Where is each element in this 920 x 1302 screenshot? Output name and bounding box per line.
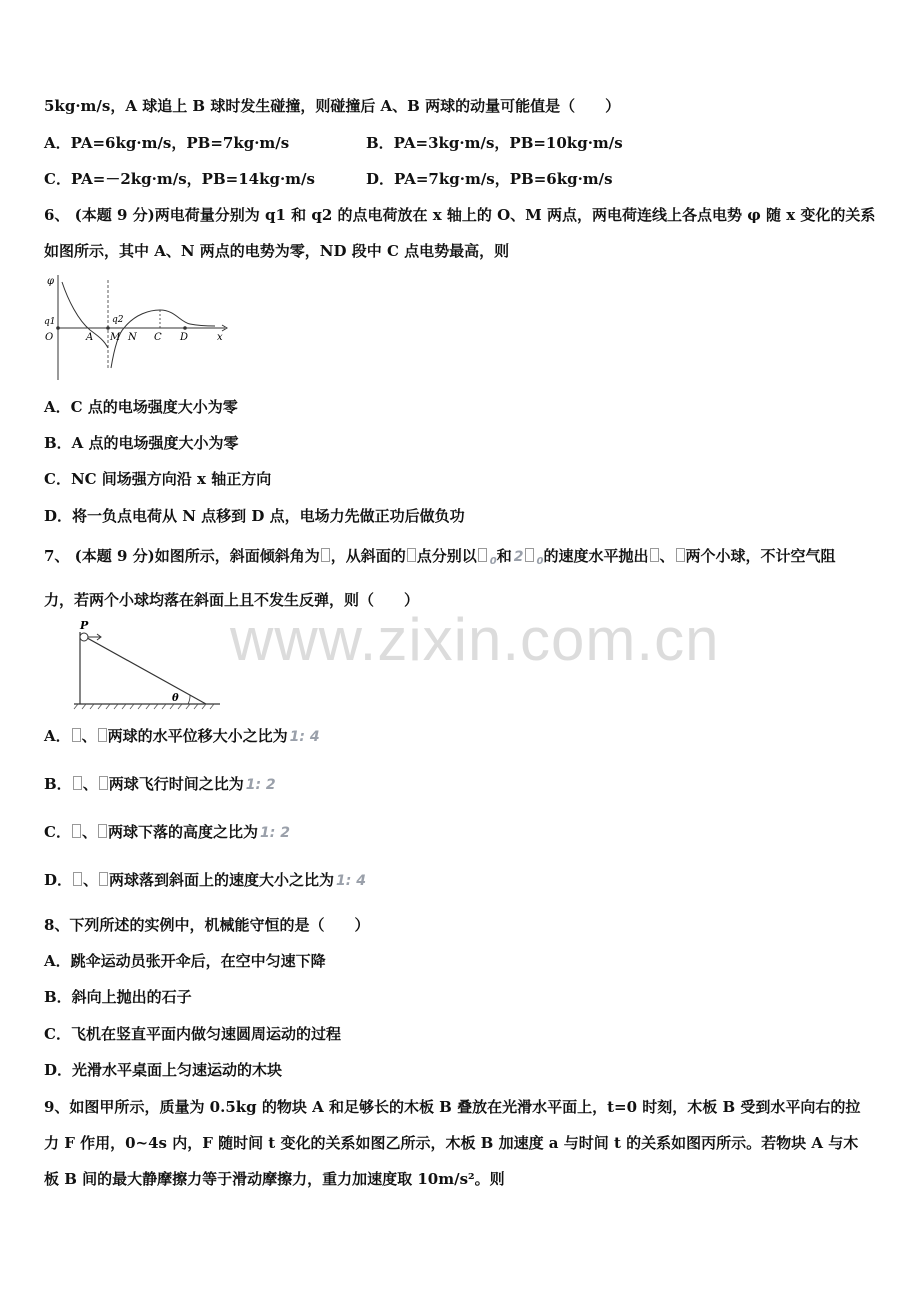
graph-m-label: M bbox=[110, 332, 121, 343]
q8-stem: 8、下列所述的实例中，机械能守恒的是（ ） bbox=[44, 916, 370, 934]
q6-option-b: B．A 点的电场强度大小为零 bbox=[44, 434, 239, 452]
graph-phi-label: φ bbox=[47, 276, 55, 287]
q9-line2: 力 F 作用，0~4s 内，F 随时间 t 变化的关系如图乙所示，木板 B 加速度 a 与时间 t 的关系如图丙所示。若物块 A 与木 bbox=[44, 1134, 859, 1152]
figure-p-label: P bbox=[80, 619, 89, 632]
q6-option-d: D．将一负点电荷从 N 点移到 D 点，电场力先做正功后做负功 bbox=[44, 507, 465, 525]
q9-line1: 9、如图甲所示，质量为 0.5kg 的物块 A 和足够长的木板 B 叠放在光滑水平面上，t=0 时刻，木板 B 受到水平向右的拉 bbox=[44, 1098, 861, 1116]
q6-stem-line2: 如图所示，其中 A、N 两点的电势为零，ND 段中 C 点电势最高，则 bbox=[44, 242, 510, 260]
graph-x-label: x bbox=[217, 332, 223, 343]
incline-figure bbox=[70, 618, 230, 713]
q8-option-b: B．斜向上抛出的石子 bbox=[44, 988, 192, 1006]
potential-graph bbox=[40, 270, 240, 385]
figure-theta-label: θ bbox=[172, 693, 179, 704]
graph-a-label: A bbox=[86, 332, 94, 343]
q9-line3: 板 B 间的最大静摩擦力等于滑动摩擦力，重力加速度取 10m/s²。则 bbox=[44, 1170, 505, 1188]
graph-n-label: N bbox=[128, 332, 137, 343]
q7-stem-line2: 力，若两个小球均落在斜面上且不发生反弹，则（ ） bbox=[44, 591, 420, 609]
q8-option-a: A．跳伞运动员张开伞后，在空中匀速下降 bbox=[44, 952, 326, 970]
q5-option-a: A．PA=6kg·m/s，PB=7kg·m/s bbox=[44, 134, 290, 152]
q8-option-d: D．光滑水平桌面上匀速运动的木块 bbox=[44, 1061, 283, 1079]
q5-option-d: D．PA=7kg·m/s，PB=6kg·m/s bbox=[366, 170, 613, 188]
q5-option-c: C．PA=－2kg·m/s，PB=14kg·m/s bbox=[44, 170, 315, 188]
q5-option-b: B．PA=3kg·m/s，PB=10kg·m/s bbox=[366, 134, 623, 152]
q7-option-c: C． 、 两球下落的高度之比为 1: 2 bbox=[44, 823, 290, 841]
q6-option-a: A．C 点的电场强度大小为零 bbox=[44, 398, 238, 416]
q7-stem-line1: 7、 (本题 9 分)如图所示，斜面倾斜角为 ，从斜面的 点分别以 $_0$和 2 $_0$的速度水平抛出 、 两个小球，不计空气阻 bbox=[44, 547, 836, 567]
graph-d-label: D bbox=[180, 332, 189, 343]
q5-stem: 5kg·m/s，A 球追上 B 球时发生碰撞，则碰撞后 A、B 两球的动量可能值是（ ） bbox=[44, 97, 621, 115]
graph-o-label: O bbox=[45, 332, 54, 343]
q6-stem-line1: 6、 (本题 9 分)两电荷量分别为 q1 和 q2 的点电荷放在 x 轴上的 O、M 两点，两电荷连线上各点电势 φ 随 x 变化的关系 bbox=[44, 206, 876, 224]
q8-option-c: C．飞机在竖直平面内做匀速圆周运动的过程 bbox=[44, 1025, 341, 1043]
graph-q1-label: q1 bbox=[44, 317, 56, 327]
graph-c-label: C bbox=[154, 332, 162, 343]
graph-q2-label: q2 bbox=[112, 315, 124, 325]
watermark: www.zixin.com.cn bbox=[230, 606, 720, 673]
q7-option-d: D． 、 两球落到斜面上的速度大小之比为 1: 4 bbox=[44, 871, 367, 889]
q7-option-a: A． 、 两球的水平位移大小之比为 1: 4 bbox=[44, 727, 320, 745]
q7-option-b: B． 、 两球飞行时间之比为 1: 2 bbox=[44, 775, 276, 793]
q6-option-c: C．NC 间场强方向沿 x 轴正方向 bbox=[44, 470, 272, 488]
